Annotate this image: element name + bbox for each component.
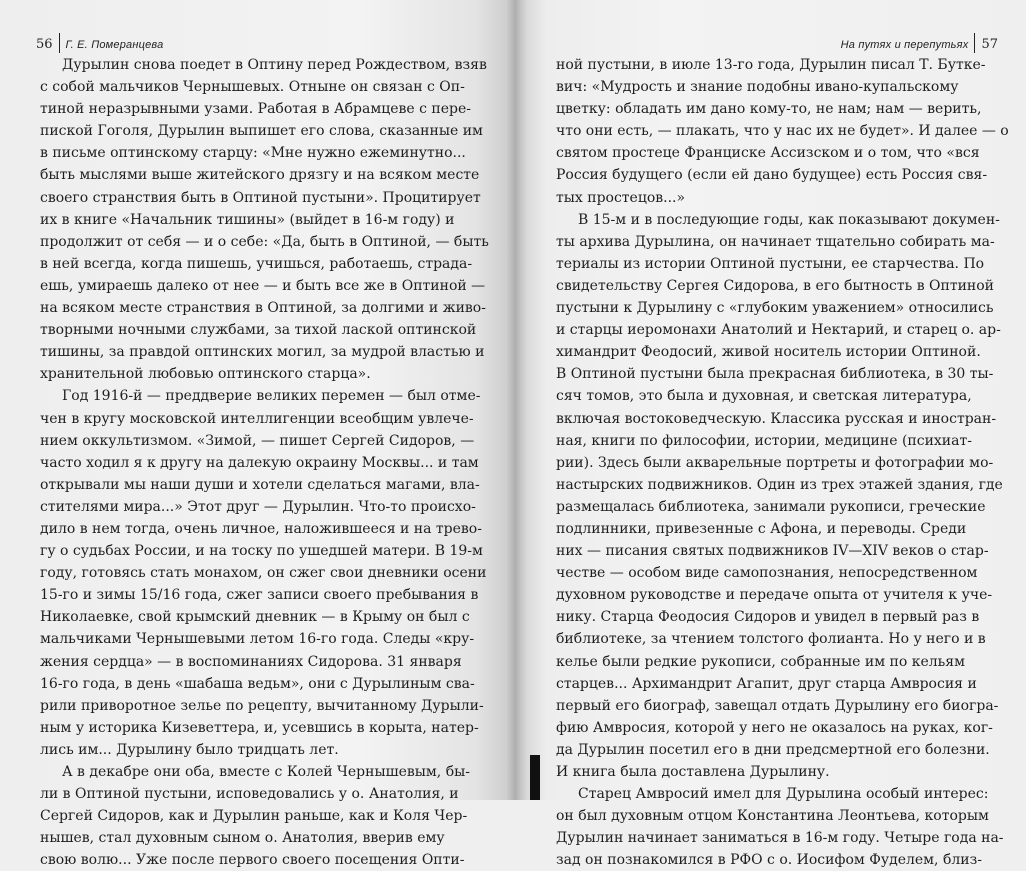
text-line: фию Амвросия, которой у него не оказалось на руках, ког- (556, 719, 993, 736)
text-line: часто ходил я к другу на далекую окраину Москвы... и там (40, 454, 479, 471)
right-running-head (841, 33, 998, 53)
text-line: И книга была доставлена Дурылину. (556, 764, 830, 780)
text-line: свою волю... Уже после первого своего посещения Опти- (40, 852, 465, 869)
text-line: них — писания святых подвижников IV—XIV веков о стар- (556, 543, 989, 560)
text-line: стителями мира...» Этот друг — Дурылин. Что-то происхо- (40, 498, 476, 515)
text-line: жения сердца» — в воспоминаниях Сидорова. 31 января (40, 653, 462, 670)
text-line: ты архива Дурылина, он начинает тщательно собирать ма- (556, 233, 995, 250)
text-line: В Оптиной пустыни была прекрасная библиотека, в 30 ты- (556, 366, 994, 383)
text-line: их в книге «Начальник тишины» (выйдет в 16-м году) и (40, 211, 455, 228)
text-line: в ней всегда, когда пишешь, учишься, работаешь, страда- (40, 255, 473, 272)
text-line: Сергей Сидоров, как и Дурылин раньше, как и Коля Чер- (40, 808, 468, 825)
text-line: свидетельству Сергея Сидорова, в его бытность в Оптиной (556, 277, 995, 294)
text-line: с собой мальчиков Чернышевых. Отныне он связан с Оп- (40, 79, 465, 96)
text-line: духовном руководстве и передаче опыта от учителя к уче- (556, 587, 993, 604)
text-line: лись им... Дурылину было тридцать лет. (40, 741, 339, 758)
text-line: пиской Гоголя, Дурылин выпишет его слова, сказанные им (40, 123, 483, 140)
text-line: нием оккультизмом. «Зимой, — пишет Сергей Сидоров, — (40, 432, 475, 449)
header-rule (59, 33, 60, 53)
text-line: честве — особом виде самопознания, непосредственном (556, 565, 978, 582)
left-running-head-text: Г. Е. Померанцева (65, 39, 164, 51)
text-line: настырских подвижников. Один из трех этажей здания, где (556, 476, 1003, 493)
text-line: В 15-м и в последующие годы, как показывают докумен- (578, 211, 1000, 228)
text-line: 16-го года, в день «шабаша ведьм», они с Дурылиным сва- (40, 675, 475, 692)
text-line: ешь, умираешь далеко от нее — и быть все же в Оптиной — (40, 277, 486, 294)
text-line: году, готовясь стать монахом, он сжег свои дневники осени (40, 565, 487, 582)
right-page-number: 57 (981, 37, 998, 52)
right-page (516, 0, 1026, 869)
text-line: библиотеке, за чтением толстого фолианта. Но у него и в (556, 631, 986, 648)
text-line: подлинники, привезенные с Афона, и переводы. Среди (556, 520, 967, 537)
text-line: пустыни к Дурылину с «глубоким уважением» относились (556, 300, 994, 317)
right-page-text (556, 54, 1009, 871)
text-line: мальчиками Чернышевыми летом 16-го года. Следы «кру- (40, 631, 475, 648)
left-running-head (36, 33, 163, 53)
text-line: ная, книги по философии, истории, медицине (психиат- (556, 432, 972, 449)
text-line: дило в нем тогда, очень личное, наложившееся и на трево- (40, 520, 482, 537)
text-line: Дурылин начинает заниматься в 16-м году. Четыре года на- (556, 830, 1004, 847)
text-line: ли в Оптиной пустыни, исповедовались у о. Анатолия, и (40, 786, 459, 803)
text-line: тых простецов...» (556, 189, 686, 206)
text-line: что они есть, — плакать, что у нас их не будет». И далее — о (556, 123, 1009, 140)
text-line: Николаевке, свой крымский дневник — в Крыму он был с (40, 609, 470, 626)
header-rule (974, 33, 975, 53)
text-line: хранительной любовью оптинского старца». (40, 366, 371, 383)
text-line: сяч томов, это была и духовная, и светская литература, (556, 388, 972, 405)
text-line: нику. Старца Феодосия Сидоров и увидел в первый раз в (556, 609, 980, 626)
text-line: включая востоковедческую. Классика русская и иностран- (556, 410, 997, 427)
text-line: 15-го и зимы 15/16 года, сжег записи своего пребывания в (40, 587, 479, 604)
text-line: на всяком месте странствия в Оптиной, за долгими и живо- (40, 300, 486, 317)
text-line: ным у историка Кизеветтера, и, усевшись в корыта, натер- (40, 719, 479, 736)
left-page-text (40, 54, 498, 871)
text-line: своего странствия быть в Оптиной пустыни». Процитирует (40, 189, 481, 206)
text-line: да Дурылин посетил его в дни предсмертной его болезни. (556, 741, 990, 758)
text-line: рии). Здесь были акварельные портреты и фотографии мо- (556, 454, 994, 471)
text-line: он был духовным отцом Константина Леонтьева, которым (556, 808, 989, 825)
text-line: творными ночными службами, за тихой лаской оптинской (40, 322, 477, 339)
text-line: вич: «Мудрость и знание подобны ивано-купальскому (556, 79, 959, 96)
text-line: келье были редкие рукописи, собранные им по кельям (556, 653, 966, 670)
text-line: Старец Амвросий имел для Дурылина особый интерес: (578, 786, 989, 803)
text-line: зад он познакомился в РФО с о. Иосифом Фуделем, близ- (556, 852, 982, 869)
spine-shadow (530, 755, 540, 800)
text-line: чен в кругу московской интеллигенции всеобщим увлече- (40, 410, 474, 427)
text-line: тишины, за правдой оптинских могил, за мудрой властью и (40, 344, 485, 361)
text-line: тиной неразрывными узами. Работая в Абрамцеве с пере- (40, 101, 471, 118)
text-line: химандрит Феодосий, живой носитель истории Оптиной. (556, 344, 981, 361)
text-line: Россия будущего (если ей дано будущее) есть Россия свя- (556, 167, 988, 184)
text-line: святом простеце Франциске Ассизском и о том, что «вся (556, 145, 980, 162)
book-gutter-shadow (506, 0, 528, 800)
text-line: нышев, стал духовным сыном о. Анатолия, вверив ему (40, 830, 445, 847)
text-line: и старцы иеромонахи Анатолий и Нектарий, и старец о. ар- (556, 322, 1001, 339)
text-line: Дурылин снова поедет в Оптину перед Рождеством, взяв (62, 57, 487, 73)
text-line: продолжит от себя — и о себе: «Да, быть в Оптиной, — быть (40, 233, 489, 250)
text-line: в письме оптинскому старцу: «Мне нужно ежеминутно... (40, 145, 466, 162)
text-line: рили приворотное зелье по рецепту, вычитанному Дурыли- (40, 697, 484, 714)
text-line: ной пустыни, в июле 13-го года, Дурылин писал Т. Бутке- (556, 57, 986, 73)
text-line: быть мыслями выше житейского дрязгу и на всяком месте (40, 167, 480, 184)
text-line: гу о судьбах России, и на тоску по ушедшей матери. В 19-м (40, 543, 483, 560)
text-line: териалы из истории Оптиной пустыни, ее старчества. По (556, 255, 985, 272)
text-line: цветку: обладать им дано кому-то, не нам; нам — верить, (556, 101, 982, 118)
text-line: первый его биограф, завещал отдать Дурылину его биогра- (556, 697, 999, 714)
text-line: размещалась библиотека, занимали рукописи, греческие (556, 498, 986, 515)
text-line: Год 1916-й — преддверие великих перемен — был отме- (62, 388, 481, 405)
left-page-number: 56 (36, 37, 53, 52)
text-line: А в декабре они оба, вместе с Колей Чернышевым, бы- (62, 764, 471, 780)
right-running-head-text: На путях и перепутьях (840, 39, 969, 51)
text-line: старцев... Архимандрит Агапит, друг старца Амвросия и (556, 675, 977, 692)
text-line: открывали мы наши души и хотели сделаться магами, вла- (40, 476, 480, 493)
